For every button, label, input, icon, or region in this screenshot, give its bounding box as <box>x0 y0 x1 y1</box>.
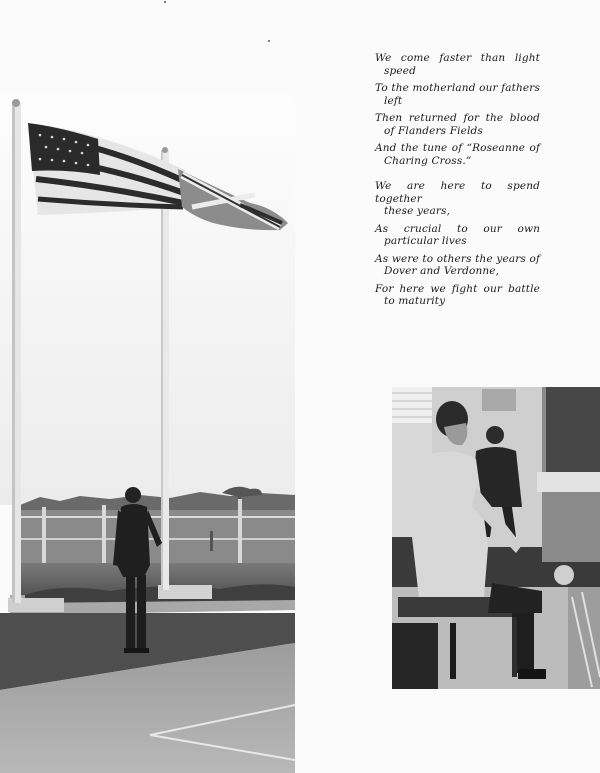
poem-stanza-1 <box>375 52 540 167</box>
poem-line <box>375 223 540 248</box>
flagpole-photo-image <box>0 95 295 773</box>
poem-line-continuation: of Flanders Fields <box>384 124 483 137</box>
poem-line <box>375 253 540 278</box>
poem-line <box>375 112 540 137</box>
poem-line-continuation: speed <box>384 64 417 77</box>
poem-line <box>375 52 540 77</box>
poem-line-continuation: Dover and Verdonne, <box>384 265 500 277</box>
poem-line-text: As were to others the years of <box>375 252 540 265</box>
poem-line <box>375 82 540 107</box>
poem-line-continuation: particular lives <box>384 235 467 247</box>
flagpole-photo <box>0 95 295 773</box>
poem-line-continuation: to maturity <box>384 295 446 307</box>
poem-line-text: To the motherland our fathers <box>375 82 540 94</box>
poem-line-continuation: Charing Cross.” <box>384 154 472 167</box>
classroom-photo-image <box>392 387 600 689</box>
poem-line-text: Then returned for the blood <box>375 112 540 124</box>
print-speck <box>164 1 166 3</box>
poem-line-text: We come faster than light <box>375 52 540 64</box>
classroom-photo <box>392 387 600 689</box>
poem-line <box>375 283 540 308</box>
poem-line-text: And the tune of “Roseanne of <box>375 142 540 154</box>
poem-line-continuation: these years, <box>384 205 451 217</box>
poem <box>375 52 540 321</box>
poem-stanza-2 <box>375 180 540 308</box>
poem-line-text: We are here to spend together <box>375 180 540 205</box>
poem-line <box>375 142 540 167</box>
poem-line-continuation: left <box>384 94 403 107</box>
poem-line <box>375 180 540 218</box>
print-speck <box>268 40 270 42</box>
poem-line-text: For here we fight our battle <box>375 282 540 295</box>
poem-line-text: As crucial to our own <box>375 222 540 235</box>
